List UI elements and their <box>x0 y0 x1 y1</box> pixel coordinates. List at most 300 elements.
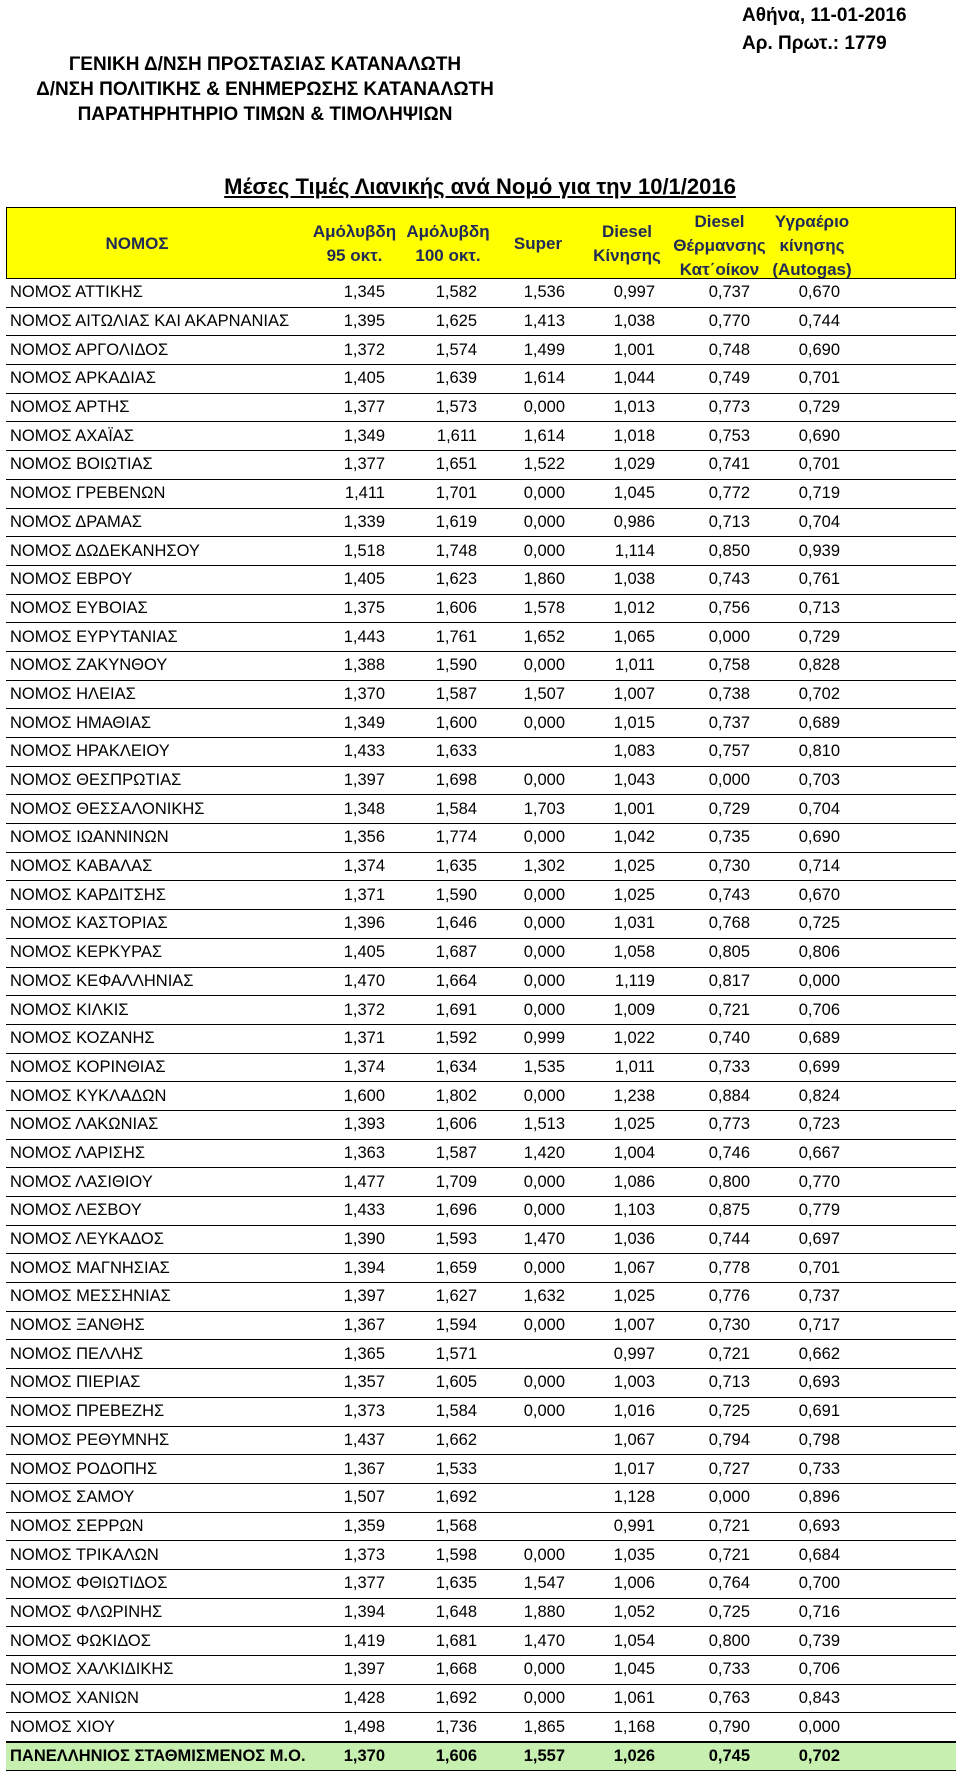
cell-super: 0,000 <box>523 1316 565 1335</box>
cell-diesel-heating: 0,721 <box>708 1545 750 1564</box>
cell-autogas: 0,828 <box>798 656 840 675</box>
cell-super: 0,000 <box>523 1201 565 1220</box>
cell-diesel-motion: 1,011 <box>614 656 655 675</box>
cell-autogas: 0,703 <box>798 771 840 790</box>
total-row <box>6 1742 956 1771</box>
cell-diesel-motion: 1,054 <box>613 1631 655 1650</box>
cell-unleaded-95: 1,374 <box>343 857 385 876</box>
cell-autogas: 0,700 <box>798 1574 840 1593</box>
cell-autogas: 0,729 <box>798 627 840 646</box>
cell-unleaded-95: 1,395 <box>343 312 385 331</box>
cell-unleaded-95: 1,411 <box>344 484 385 503</box>
table-row <box>6 308 956 337</box>
cell-unleaded-95: 1,357 <box>343 1373 385 1392</box>
cell-unleaded-100: 1,571 <box>435 1344 477 1363</box>
cell-diesel-heating: 0,763 <box>708 1689 750 1708</box>
cell-unleaded-95: 1,405 <box>343 943 385 962</box>
cell-unleaded-100: 1,611 <box>436 426 477 445</box>
cell-diesel-motion: 1,038 <box>613 312 655 331</box>
table-row <box>6 1713 956 1742</box>
cell-unleaded-100: 1,662 <box>435 1430 477 1449</box>
cell-diesel-motion: 1,006 <box>613 1574 655 1593</box>
cell-unleaded-95: 1,600 <box>343 1086 385 1105</box>
cell-prefecture: ΝΟΜΟΣ ΛΑΚΩΝΙΑΣ <box>10 1115 159 1134</box>
cell-diesel-motion: 1,025 <box>613 1287 655 1306</box>
table-row <box>6 422 956 451</box>
cell-unleaded-100: 1,600 <box>435 713 477 732</box>
cell-diesel-heating: 0,737 <box>708 283 750 302</box>
cell-prefecture: ΝΟΜΟΣ ΓΡΕΒΕΝΩΝ <box>10 484 166 503</box>
cell-super: 0,000 <box>523 771 565 790</box>
cell-diesel-motion: 1,036 <box>613 1230 655 1249</box>
table-row <box>6 1656 956 1685</box>
cell-autogas: 0,670 <box>798 885 840 904</box>
cell-unleaded-100: 1,574 <box>435 340 477 359</box>
cell-prefecture: ΝΟΜΟΣ ΚΕΡΚΥΡΑΣ <box>10 943 163 962</box>
cell-autogas: 0,706 <box>798 1660 840 1679</box>
cell-super: 0,000 <box>523 1689 565 1708</box>
page-title: Μέσες Τιμές Λιανικής ανά Νομό για την 10/1/2016 <box>224 174 736 199</box>
cell-prefecture: ΝΟΜΟΣ ΑΡΓΟΛΙΔΟΣ <box>10 340 169 359</box>
place-date: Αθήνα, 11-01-2016 <box>742 5 907 26</box>
cell-diesel-heating: 0,746 <box>708 1143 750 1162</box>
cell-unleaded-95: 1,437 <box>343 1430 385 1449</box>
column-header-unleaded-95: Αμόλυβδη 95 οκτ. <box>312 222 397 265</box>
cell-autogas: 0,000 <box>798 1717 840 1736</box>
cell-diesel-heating: 0,743 <box>708 570 750 589</box>
cell-unleaded-95: 1,397 <box>343 1660 385 1679</box>
cell-super: 0,000 <box>523 828 565 847</box>
cell-super: 1,652 <box>523 627 565 646</box>
cell-autogas: 0,690 <box>798 340 840 359</box>
cell-autogas: 0,779 <box>798 1201 840 1220</box>
cell-unleaded-100: 1,701 <box>435 484 477 503</box>
cell-diesel-motion: 1,128 <box>613 1488 655 1507</box>
cell-unleaded-100: 1,605 <box>435 1373 477 1392</box>
cell-diesel-motion: 1,003 <box>613 1373 655 1392</box>
cell-autogas: 0,701 <box>798 369 840 388</box>
cell-autogas: 0,662 <box>798 1344 840 1363</box>
cell-unleaded-100: 1,668 <box>435 1660 477 1679</box>
cell-diesel-heating: 0,741 <box>708 455 750 474</box>
cell-super: 0,000 <box>523 1086 565 1105</box>
cell-unleaded-95: 1,419 <box>343 1631 385 1650</box>
table-row <box>6 681 956 710</box>
cell-prefecture: ΝΟΜΟΣ ΠΙΕΡΙΑΣ <box>10 1373 141 1392</box>
cell-unleaded-100: 1,634 <box>435 1057 477 1076</box>
cell-unleaded-95: 1,428 <box>343 1689 385 1708</box>
cell-prefecture: ΝΟΜΟΣ ΧΑΛΚΙΔΙΚΗΣ <box>10 1660 174 1679</box>
table-row <box>6 910 956 939</box>
cell-super: 1,470 <box>523 1631 565 1650</box>
cell-prefecture: ΝΟΜΟΣ ΑΡΚΑΔΙΑΣ <box>10 369 157 388</box>
column-header-prefecture: ΝΟΜΟΣ <box>105 234 169 253</box>
table-row <box>6 1283 956 1312</box>
cell-unleaded-95: 1,345 <box>343 283 385 302</box>
cell-diesel-heating: 0,884 <box>708 1086 750 1105</box>
cell-unleaded-95: 1,377 <box>343 455 385 474</box>
table-row <box>6 767 956 796</box>
cell-autogas: 0,691 <box>798 1402 840 1421</box>
table-row <box>6 939 956 968</box>
cell-super <box>493 1340 565 1368</box>
cell-diesel-motion: 1,013 <box>613 398 655 417</box>
cell-autogas: 0,693 <box>798 1373 840 1392</box>
cell-unleaded-100: 1,687 <box>435 943 477 962</box>
cell-autogas: 0,697 <box>798 1230 840 1249</box>
cell-prefecture: ΝΟΜΟΣ ΚΕΦΑΛΛΗΝΙΑΣ <box>10 971 194 990</box>
cell-diesel-motion: 1,043 <box>613 771 655 790</box>
table-row <box>6 336 956 365</box>
cell-super: 0,000 <box>523 1258 565 1277</box>
cell-diesel-heating: 0,817 <box>708 971 750 990</box>
column-header-autogas: Υγραέριο κίνησης (Autogas) <box>772 212 852 279</box>
cell-unleaded-100: 1,648 <box>435 1602 477 1621</box>
cell-unleaded-100: 1,584 <box>435 1402 477 1421</box>
cell-prefecture: ΝΟΜΟΣ ΚΑΣΤΟΡΙΑΣ <box>10 914 168 933</box>
cell-diesel-heating: 0,756 <box>708 598 750 617</box>
cell-diesel-heating: 0,729 <box>708 799 750 818</box>
table-row <box>6 1685 956 1714</box>
cell-prefecture: ΝΟΜΟΣ ΙΩΑΝΝΙΝΩΝ <box>10 828 169 847</box>
cell-unleaded-100: 1,568 <box>435 1516 477 1535</box>
cell-super: 0,000 <box>523 512 565 531</box>
cell-unleaded-100: 1,590 <box>435 885 477 904</box>
cell-prefecture: ΝΟΜΟΣ ΗΜΑΘΙΑΣ <box>10 713 152 732</box>
cell-unleaded-95: 1,443 <box>343 627 385 646</box>
cell-prefecture: ΝΟΜΟΣ ΞΑΝΘΗΣ <box>10 1316 145 1335</box>
cell-super: 0,000 <box>523 943 565 962</box>
table-row <box>6 795 956 824</box>
cell-diesel-heating: 0,737 <box>708 713 750 732</box>
cell-diesel-motion: 1,026 <box>613 1746 655 1765</box>
cell-diesel-heating: 0,805 <box>708 943 750 962</box>
cell-unleaded-100: 1,606 <box>435 1746 477 1765</box>
cell-diesel-motion: 1,025 <box>613 857 655 876</box>
cell-diesel-heating: 0,745 <box>708 1746 750 1765</box>
cell-unleaded-95: 1,396 <box>343 914 385 933</box>
cell-prefecture: ΝΟΜΟΣ ΚΑΒΑΛΑΣ <box>10 857 153 876</box>
cell-diesel-heating: 0,768 <box>708 914 750 933</box>
cell-prefecture: ΝΟΜΟΣ ΦΘΙΩΤΙΔΟΣ <box>10 1574 168 1593</box>
cell-diesel-heating: 0,850 <box>708 541 750 560</box>
cell-prefecture: ΝΟΜΟΣ ΦΛΩΡΙΝΗΣ <box>10 1602 163 1621</box>
cell-diesel-motion: 1,018 <box>613 426 655 445</box>
cell-diesel-heating: 0,776 <box>708 1287 750 1306</box>
organization-header <box>0 52 530 127</box>
cell-prefecture: ΝΟΜΟΣ ΗΡΑΚΛΕΙΟΥ <box>10 742 170 761</box>
cell-diesel-motion: 1,045 <box>613 1660 655 1679</box>
cell-autogas: 0,706 <box>798 1000 840 1019</box>
cell-diesel-motion: 1,009 <box>613 1000 655 1019</box>
cell-diesel-motion: 1,035 <box>613 1545 655 1564</box>
cell-super: 1,413 <box>523 312 565 331</box>
cell-diesel-heating: 0,757 <box>708 742 750 761</box>
org-line: ΓΕΝΙΚΗ Δ/ΝΣΗ ΠΡΟΣΤΑΣΙΑΣ ΚΑΤΑΝΑΛΩΤΗ <box>68 54 462 75</box>
cell-diesel-heating: 0,725 <box>708 1602 750 1621</box>
cell-diesel-heating: 0,000 <box>708 771 750 790</box>
cell-unleaded-100: 1,627 <box>435 1287 477 1306</box>
cell-super: 1,614 <box>523 426 565 445</box>
cell-prefecture: ΝΟΜΟΣ ΑΙΤΩΛΙΑΣ ΚΑΙ ΑΚΑΡΝΑΝΙΑΣ <box>10 312 290 331</box>
cell-diesel-motion: 1,011 <box>614 1057 655 1076</box>
cell-diesel-motion: 0,986 <box>613 512 655 531</box>
cell-super: 1,513 <box>523 1115 565 1134</box>
cell-unleaded-100: 1,681 <box>435 1631 477 1650</box>
column-header-diesel-motion: Diesel Κίνησης <box>593 222 661 265</box>
cell-diesel-motion: 1,017 <box>613 1459 655 1478</box>
cell-super: 1,507 <box>523 684 565 703</box>
cell-diesel-heating: 0,713 <box>708 512 750 531</box>
cell-diesel-motion: 1,067 <box>613 1258 655 1277</box>
table-row <box>6 1025 956 1054</box>
cell-autogas: 0,689 <box>798 713 840 732</box>
cell-super <box>493 1455 565 1483</box>
table-row <box>6 1340 956 1369</box>
cell-super: 1,860 <box>523 570 565 589</box>
cell-diesel-heating: 0,744 <box>708 1230 750 1249</box>
cell-diesel-heating: 0,772 <box>708 484 750 503</box>
cell-diesel-motion: 1,168 <box>613 1717 655 1736</box>
cell-diesel-motion: 1,045 <box>613 484 655 503</box>
cell-prefecture: ΠΑΝΕΛΛΗΝΙΟΣ ΣΤΑΘΜΙΣΜΕΝΟΣ Μ.Ο. <box>10 1746 306 1765</box>
cell-prefecture: ΝΟΜΟΣ ΠΡΕΒΕΖΗΣ <box>10 1402 165 1421</box>
cell-autogas: 0,733 <box>798 1459 840 1478</box>
cell-unleaded-95: 1,372 <box>343 1000 385 1019</box>
cell-unleaded-95: 1,363 <box>343 1143 385 1162</box>
cell-diesel-heating: 0,727 <box>708 1459 750 1478</box>
table-row <box>6 1254 956 1283</box>
cell-autogas: 0,939 <box>798 541 840 560</box>
cell-autogas: 0,702 <box>798 684 840 703</box>
cell-unleaded-100: 1,635 <box>435 1574 477 1593</box>
cell-super <box>493 1427 565 1455</box>
cell-unleaded-100: 1,573 <box>435 398 477 417</box>
cell-autogas: 0,717 <box>798 1316 840 1335</box>
cell-unleaded-95: 1,388 <box>343 656 385 675</box>
cell-unleaded-95: 1,498 <box>343 1717 385 1736</box>
cell-super: 0,000 <box>523 914 565 933</box>
cell-prefecture: ΝΟΜΟΣ ΛΕΣΒΟΥ <box>10 1201 142 1220</box>
cell-prefecture: ΝΟΜΟΣ ΑΡΤΗΣ <box>10 398 130 417</box>
cell-diesel-heating: 0,875 <box>708 1201 750 1220</box>
price-table <box>6 207 956 1771</box>
cell-diesel-motion: 1,119 <box>614 971 655 990</box>
cell-super: 1,522 <box>523 455 565 474</box>
cell-diesel-motion: 0,997 <box>613 283 655 302</box>
cell-unleaded-100: 1,698 <box>435 771 477 790</box>
cell-super: 1,499 <box>523 340 565 359</box>
cell-prefecture: ΝΟΜΟΣ ΕΥΒΟΙΑΣ <box>10 598 148 617</box>
cell-prefecture: ΝΟΜΟΣ ΚΟΖΑΝΗΣ <box>10 1029 155 1048</box>
table-row <box>6 1427 956 1456</box>
cell-autogas: 0,810 <box>798 742 840 761</box>
cell-unleaded-100: 1,587 <box>435 1143 477 1162</box>
cell-autogas: 0,761 <box>798 570 840 589</box>
cell-diesel-heating: 0,721 <box>708 1516 750 1535</box>
cell-autogas: 0,824 <box>798 1086 840 1105</box>
cell-diesel-heating: 0,773 <box>708 1115 750 1134</box>
table-row <box>6 738 956 767</box>
table-row <box>6 881 956 910</box>
cell-super: 1,632 <box>523 1287 565 1306</box>
cell-unleaded-100: 1,606 <box>435 1115 477 1134</box>
document-meta <box>742 2 907 58</box>
cell-unleaded-95: 1,394 <box>343 1602 385 1621</box>
cell-unleaded-95: 1,348 <box>343 799 385 818</box>
table-row <box>6 996 956 1025</box>
cell-diesel-heating: 0,713 <box>708 1373 750 1392</box>
table-row <box>6 1398 956 1427</box>
cell-unleaded-95: 1,390 <box>343 1230 385 1249</box>
cell-unleaded-100: 1,646 <box>435 914 477 933</box>
cell-prefecture: ΝΟΜΟΣ ΜΑΓΝΗΣΙΑΣ <box>10 1258 170 1277</box>
cell-autogas: 0,896 <box>798 1488 840 1507</box>
cell-diesel-motion: 1,067 <box>613 1430 655 1449</box>
cell-unleaded-95: 1,371 <box>343 1029 385 1048</box>
cell-diesel-motion: 1,061 <box>613 1689 655 1708</box>
cell-diesel-heating: 0,800 <box>708 1631 750 1650</box>
table-row <box>6 824 956 853</box>
cell-diesel-heating: 0,753 <box>708 426 750 445</box>
cell-prefecture: ΝΟΜΟΣ ΧΑΝΙΩΝ <box>10 1689 139 1708</box>
cell-autogas: 0,843 <box>798 1689 840 1708</box>
cell-unleaded-100: 1,606 <box>435 598 477 617</box>
cell-prefecture: ΝΟΜΟΣ ΡΟΔΟΠΗΣ <box>10 1459 158 1478</box>
table-row <box>6 1455 956 1484</box>
cell-unleaded-95: 1,405 <box>343 570 385 589</box>
cell-super: 1,703 <box>523 799 565 818</box>
cell-unleaded-100: 1,692 <box>435 1488 477 1507</box>
cell-diesel-motion: 1,004 <box>613 1143 655 1162</box>
cell-prefecture: ΝΟΜΟΣ ΒΟΙΩΤΙΑΣ <box>10 455 153 474</box>
cell-prefecture: ΝΟΜΟΣ ΛΑΡΙΣΗΣ <box>10 1143 146 1162</box>
cell-diesel-motion: 0,991 <box>613 1516 655 1535</box>
cell-unleaded-100: 1,587 <box>435 684 477 703</box>
cell-super: 0,999 <box>523 1029 565 1048</box>
cell-prefecture: ΝΟΜΟΣ ΖΑΚΥΝΘΟΥ <box>10 656 168 675</box>
cell-autogas: 0,704 <box>798 799 840 818</box>
table-row <box>6 566 956 595</box>
cell-super: 0,000 <box>523 1000 565 1019</box>
cell-super: 1,578 <box>523 598 565 617</box>
cell-super: 0,000 <box>523 1373 565 1392</box>
cell-autogas: 0,725 <box>798 914 840 933</box>
cell-autogas: 0,798 <box>798 1430 840 1449</box>
table-row <box>6 1111 956 1140</box>
cell-diesel-heating: 0,733 <box>708 1057 750 1076</box>
cell-super: 0,000 <box>523 541 565 560</box>
cell-diesel-heating: 0,740 <box>708 1029 750 1048</box>
cell-super: 1,547 <box>523 1574 565 1593</box>
cell-unleaded-100: 1,582 <box>435 283 477 302</box>
cell-diesel-motion: 1,044 <box>613 369 655 388</box>
cell-autogas: 0,744 <box>798 312 840 331</box>
cell-super: 0,000 <box>523 1402 565 1421</box>
table-header <box>6 207 956 279</box>
cell-unleaded-100: 1,692 <box>435 1689 477 1708</box>
cell-unleaded-100: 1,623 <box>435 570 477 589</box>
cell-diesel-motion: 1,042 <box>613 828 655 847</box>
table-row <box>6 1197 956 1226</box>
cell-diesel-motion: 1,007 <box>613 684 655 703</box>
cell-super: 0,000 <box>523 1545 565 1564</box>
cell-super: 1,614 <box>523 369 565 388</box>
cell-unleaded-100: 1,593 <box>435 1230 477 1249</box>
cell-unleaded-100: 1,774 <box>435 828 477 847</box>
cell-diesel-heating: 0,721 <box>708 1344 750 1363</box>
cell-prefecture: ΝΟΜΟΣ ΔΡΑΜΑΣ <box>10 512 142 531</box>
cell-diesel-motion: 1,007 <box>613 1316 655 1335</box>
cell-unleaded-95: 1,373 <box>343 1402 385 1421</box>
cell-prefecture: ΝΟΜΟΣ ΚΥΚΛΑΔΩΝ <box>10 1086 167 1105</box>
cell-diesel-motion: 1,001 <box>613 340 655 359</box>
cell-unleaded-100: 1,709 <box>435 1172 477 1191</box>
cell-unleaded-95: 1,394 <box>343 1258 385 1277</box>
cell-autogas: 0,000 <box>798 971 840 990</box>
cell-diesel-motion: 1,025 <box>613 1115 655 1134</box>
cell-super: 0,000 <box>523 398 565 417</box>
table-row <box>6 1513 956 1542</box>
cell-unleaded-95: 1,365 <box>343 1344 385 1363</box>
table-row <box>6 652 956 681</box>
cell-diesel-heating: 0,738 <box>708 684 750 703</box>
table-row <box>6 968 956 997</box>
cell-unleaded-95: 1,377 <box>343 1574 385 1593</box>
cell-autogas: 0,690 <box>798 426 840 445</box>
cell-unleaded-95: 1,405 <box>343 369 385 388</box>
cell-diesel-motion: 1,031 <box>613 914 655 933</box>
cell-unleaded-95: 1,372 <box>343 340 385 359</box>
org-line: Δ/ΝΣΗ ΠΟΛΙΤΙΚΗΣ & ΕΝΗΜΕΡΩΣΗΣ ΚΑΤΑΝΑΛΩΤΗ <box>36 79 494 100</box>
cell-unleaded-95: 1,359 <box>343 1516 385 1535</box>
table-row <box>6 509 956 538</box>
cell-super: 1,420 <box>523 1143 565 1162</box>
cell-autogas: 0,806 <box>798 943 840 962</box>
cell-autogas: 0,770 <box>798 1172 840 1191</box>
cell-autogas: 0,701 <box>798 455 840 474</box>
table-row <box>6 1599 956 1628</box>
cell-autogas: 0,667 <box>798 1143 840 1162</box>
cell-unleaded-100: 1,736 <box>435 1717 477 1736</box>
cell-unleaded-95: 1,370 <box>343 1746 385 1765</box>
cell-prefecture: ΝΟΜΟΣ ΡΕΘΥΜΝΗΣ <box>10 1430 170 1449</box>
cell-prefecture: ΝΟΜΟΣ ΚΟΡΙΝΘΙΑΣ <box>10 1057 166 1076</box>
cell-unleaded-95: 1,349 <box>343 713 385 732</box>
cell-diesel-heating: 0,794 <box>708 1430 750 1449</box>
cell-prefecture: ΝΟΜΟΣ ΔΩΔΕΚΑΝΗΣΟΥ <box>10 541 200 560</box>
table-row <box>6 1541 956 1570</box>
cell-diesel-motion: 1,238 <box>613 1086 655 1105</box>
cell-diesel-motion: 1,038 <box>613 570 655 589</box>
cell-prefecture: ΝΟΜΟΣ ΜΕΣΣΗΝΙΑΣ <box>10 1287 171 1306</box>
cell-super: 1,557 <box>523 1746 565 1765</box>
cell-super: 0,000 <box>523 1660 565 1679</box>
table-row <box>6 1054 956 1083</box>
cell-diesel-heating: 0,733 <box>708 1660 750 1679</box>
cell-prefecture: ΝΟΜΟΣ ΧΙΟΥ <box>10 1717 116 1736</box>
cell-autogas: 0,714 <box>798 857 840 876</box>
cell-diesel-motion: 1,016 <box>613 1402 655 1421</box>
cell-prefecture: ΝΟΜΟΣ ΕΒΡΟΥ <box>10 570 133 589</box>
cell-super: 1,302 <box>523 857 565 876</box>
table-row <box>6 1226 956 1255</box>
cell-unleaded-95: 1,367 <box>343 1459 385 1478</box>
cell-autogas: 0,713 <box>798 598 840 617</box>
cell-unleaded-100: 1,633 <box>435 742 477 761</box>
cell-super <box>493 738 565 766</box>
cell-unleaded-95: 1,370 <box>343 684 385 703</box>
